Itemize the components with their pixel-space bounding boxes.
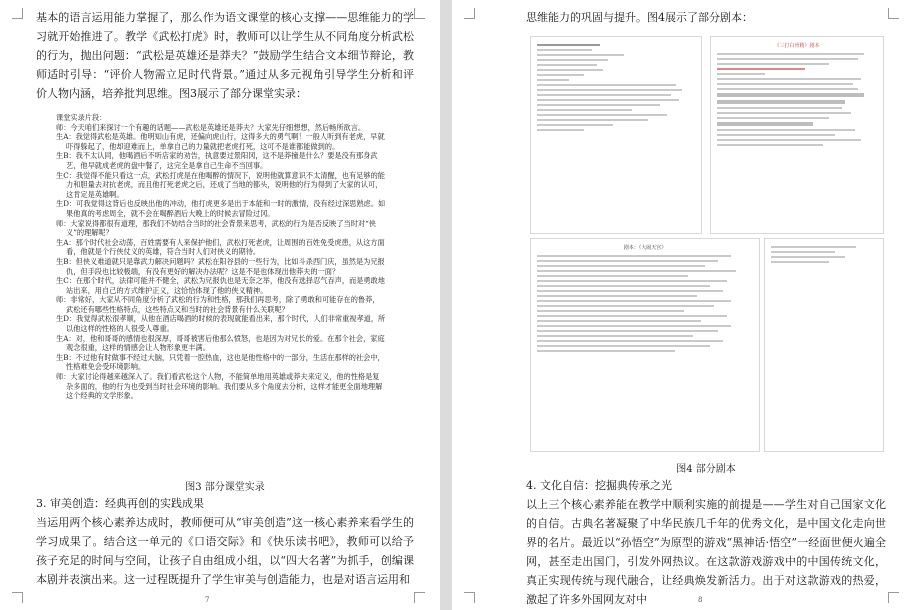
section-4-heading: 4. 文化自信：挖掘典传承之光 xyxy=(526,479,672,492)
crop-mark xyxy=(888,8,899,19)
transcript-line: 生B：我不太认同，他喝酒后不听店家的劝告，执意要过景阳冈，这不是莽撞是什么？要是没有那身武艺，他早就成老虎的盘中餐了，这完全是拿自己生命不当回事。 xyxy=(56,151,378,170)
transcript-line: 生C：在那个时代，法律可能并不健全，武松为兄报仇也是无奈之举，他没有选择忍气吞声，而是勇敢地站出来，用自己的方式维护正义，这恰恰体现了他的侠义精神。 xyxy=(56,276,385,295)
transcript-line: 师：今天咱们来探讨一个有趣的话题——武松是英雄还是莽夫？大家先仔细想想，然后畅所欲言。 xyxy=(56,122,366,132)
transcript-line: 生B：不过他有时做事不经过大脑，只凭着一腔热血，这也是他性格中的一部分，生活在那样的社会中，性格难免会受环境影响。 xyxy=(56,352,385,372)
document-page-8 xyxy=(452,0,913,610)
transcript-line: 生B：但侠义难道就只是靠武力解决问题吗？武松在阳谷县的一些行为，比如斗杀西门庆，虽然是为兄报仇，但手段也比较极端，有没有更好的解决办法呢？这是不是也体现出他莽夫的一面？ xyxy=(56,256,385,276)
transcript-title: 课堂实录片段： xyxy=(56,113,107,122)
transcript-line: 生A：对，他和哥哥的感情也很深厚，哥哥被害后他那么愤怒，也是因为对兄长的爱。在那个社会，家庭观念很重，这样的情感会让人物形象更丰满。 xyxy=(56,333,385,353)
crop-mark xyxy=(414,8,425,19)
page-gap xyxy=(440,0,452,610)
figure-4-caption: 图4 部分剧本 xyxy=(676,464,736,475)
crop-mark xyxy=(464,592,475,603)
transcript-line: 师：大家讨论得越来越深入了。我们看武松这个人物，不能简单地用英雄或莽夫来定义，他的性格是复杂多面的，他的行为也受到当时社会环境的影响。我们要从多个角度去分析，这样才能更全面地理解这个经典的文学形象。 xyxy=(56,372,383,401)
crop-mark xyxy=(414,592,425,603)
script-title: 剧本：《大闹天宫》 xyxy=(623,245,667,251)
transcript-line: 师：大家说得都很有道理，那我们不妨结合当时的社会背景来思考，武松的行为是否反映了当时对“侠义”的理解呢？ xyxy=(56,218,376,238)
script-thumbnail-2 xyxy=(710,36,884,234)
transcript-line: 生A：我觉得武松是英雄。他明知山有虎，还偏向虎山行，这得多大的勇气啊！一般人听到有老虎，早就吓得躲起了，他却迎难而上，单拿自己的力量就把老虎打死，这可不是谁都能做到的。 xyxy=(56,132,385,151)
intro-paragraph: 基本的语言运用能力掌握了，那么作为语文课堂的核心支撑——思维能力的学习就开始推进了。教学《武松打虎》时，教师可以让学生从不同角度分析武松的行为，抛出问题：“武松是英雄还是莽夫？”鼓励学生结合文本细节辩论，教师适时引导：“评价人物需立足时代背景。”通过从多元视角引导学生分析和评价人物内涵，培养批判思维。图3展示了部分课堂实录： xyxy=(36,11,414,100)
crop-mark xyxy=(888,592,899,603)
section-4-paragraph: 以上三个核心素养能在教学中顺利实施的前提是——学生对自己国家文化的自信。古典名著凝聚了中华民族几千年的优秀文化，是中国文化走向世界的名片。最近以“孙悟空”为原型的游戏“黑神话·悟空”一经面世便火遍全网，甚至走出国门，引发外网热议。在这款游戏游戏中的中国传统文化，真正实现传统与现代融合，让经典焕发新活力。出于对这款游戏的热爱，激起了许多外国网友对中 xyxy=(526,498,886,606)
transcript-line: 生A：那个时代社会动荡，百姓需要有人来保护他们，武松打死老虎，让周围的百姓免受虎患，从这方面看，他就是个行侠仗义的英雄，符合当时人们对侠义的期待。 xyxy=(56,237,385,257)
page-number: 8 xyxy=(698,596,703,604)
page-number: 7 xyxy=(205,596,210,604)
script-thumbnail-3 xyxy=(530,238,760,452)
script-thumbnail-4 xyxy=(764,238,884,452)
document-page-7 xyxy=(0,0,440,610)
crop-mark xyxy=(12,8,23,19)
transcript-line: 生D：我觉得武松很孝顺，从他在酒店喝酒的时候的表现就能看出来，那个时代，人们非常重视孝道，所以他这样的性格的人很受人尊重。 xyxy=(56,314,386,334)
intro-paragraph: 思维能力的巩固与提升。图4展示了部分剧本： xyxy=(526,11,753,24)
script-thumbnail-1 xyxy=(530,36,702,234)
section-3-paragraph: 当运用两个核心素养达成时，教师便可从“审美创造”这一核心素养来看学生的学习成果了。结合这一单元的《口语交际》和《快乐读书吧》，教师可以给予孩子充足的时间与空间，让孩子自由组成小组，以“四大名著”为抓手，创编课本剧并表演出来。这一过程既提升了学生审美与创造能力，也是对语言运用和 xyxy=(36,516,414,586)
figure-3-caption: 图3 部分课堂实录 xyxy=(185,482,265,493)
transcript-line: 生C：我觉得不能只看这一点，武松打虎是在他喝醉的情况下，说明他就算意识不太清醒，也有足够的能力和胆量去对抗老虎，而且他打死老虎之后，还成了当地的都头，说明他的行为得到了大家的认可，这肯定是英雄啊。 xyxy=(56,170,385,199)
transcript-line: 师：非常好，大家从不同角度分析了武松的行为和性格，那我们再思考，除了勇敢和可能存在的鲁莽，武松还有哪些性格特点，这些特点又和当时的社会背景有什么关联呢？ xyxy=(56,295,380,314)
script-title: 《三打白骨精》剧本 xyxy=(774,43,820,49)
crop-mark xyxy=(12,592,23,603)
section-3-heading: 3. 审美创造：经典再创的实践成果 xyxy=(36,497,204,510)
transcript-line: 生D：可我觉得这背后也反映出他的冲动，他打虎更多是出于本能和一时的激情，没有经过深思熟虑。如果他真的考虑周全，就不会在喝醉酒后大晚上的时候去冒险过冈。 xyxy=(56,199,386,218)
crop-mark xyxy=(464,8,475,19)
classroom-transcript xyxy=(56,113,386,401)
